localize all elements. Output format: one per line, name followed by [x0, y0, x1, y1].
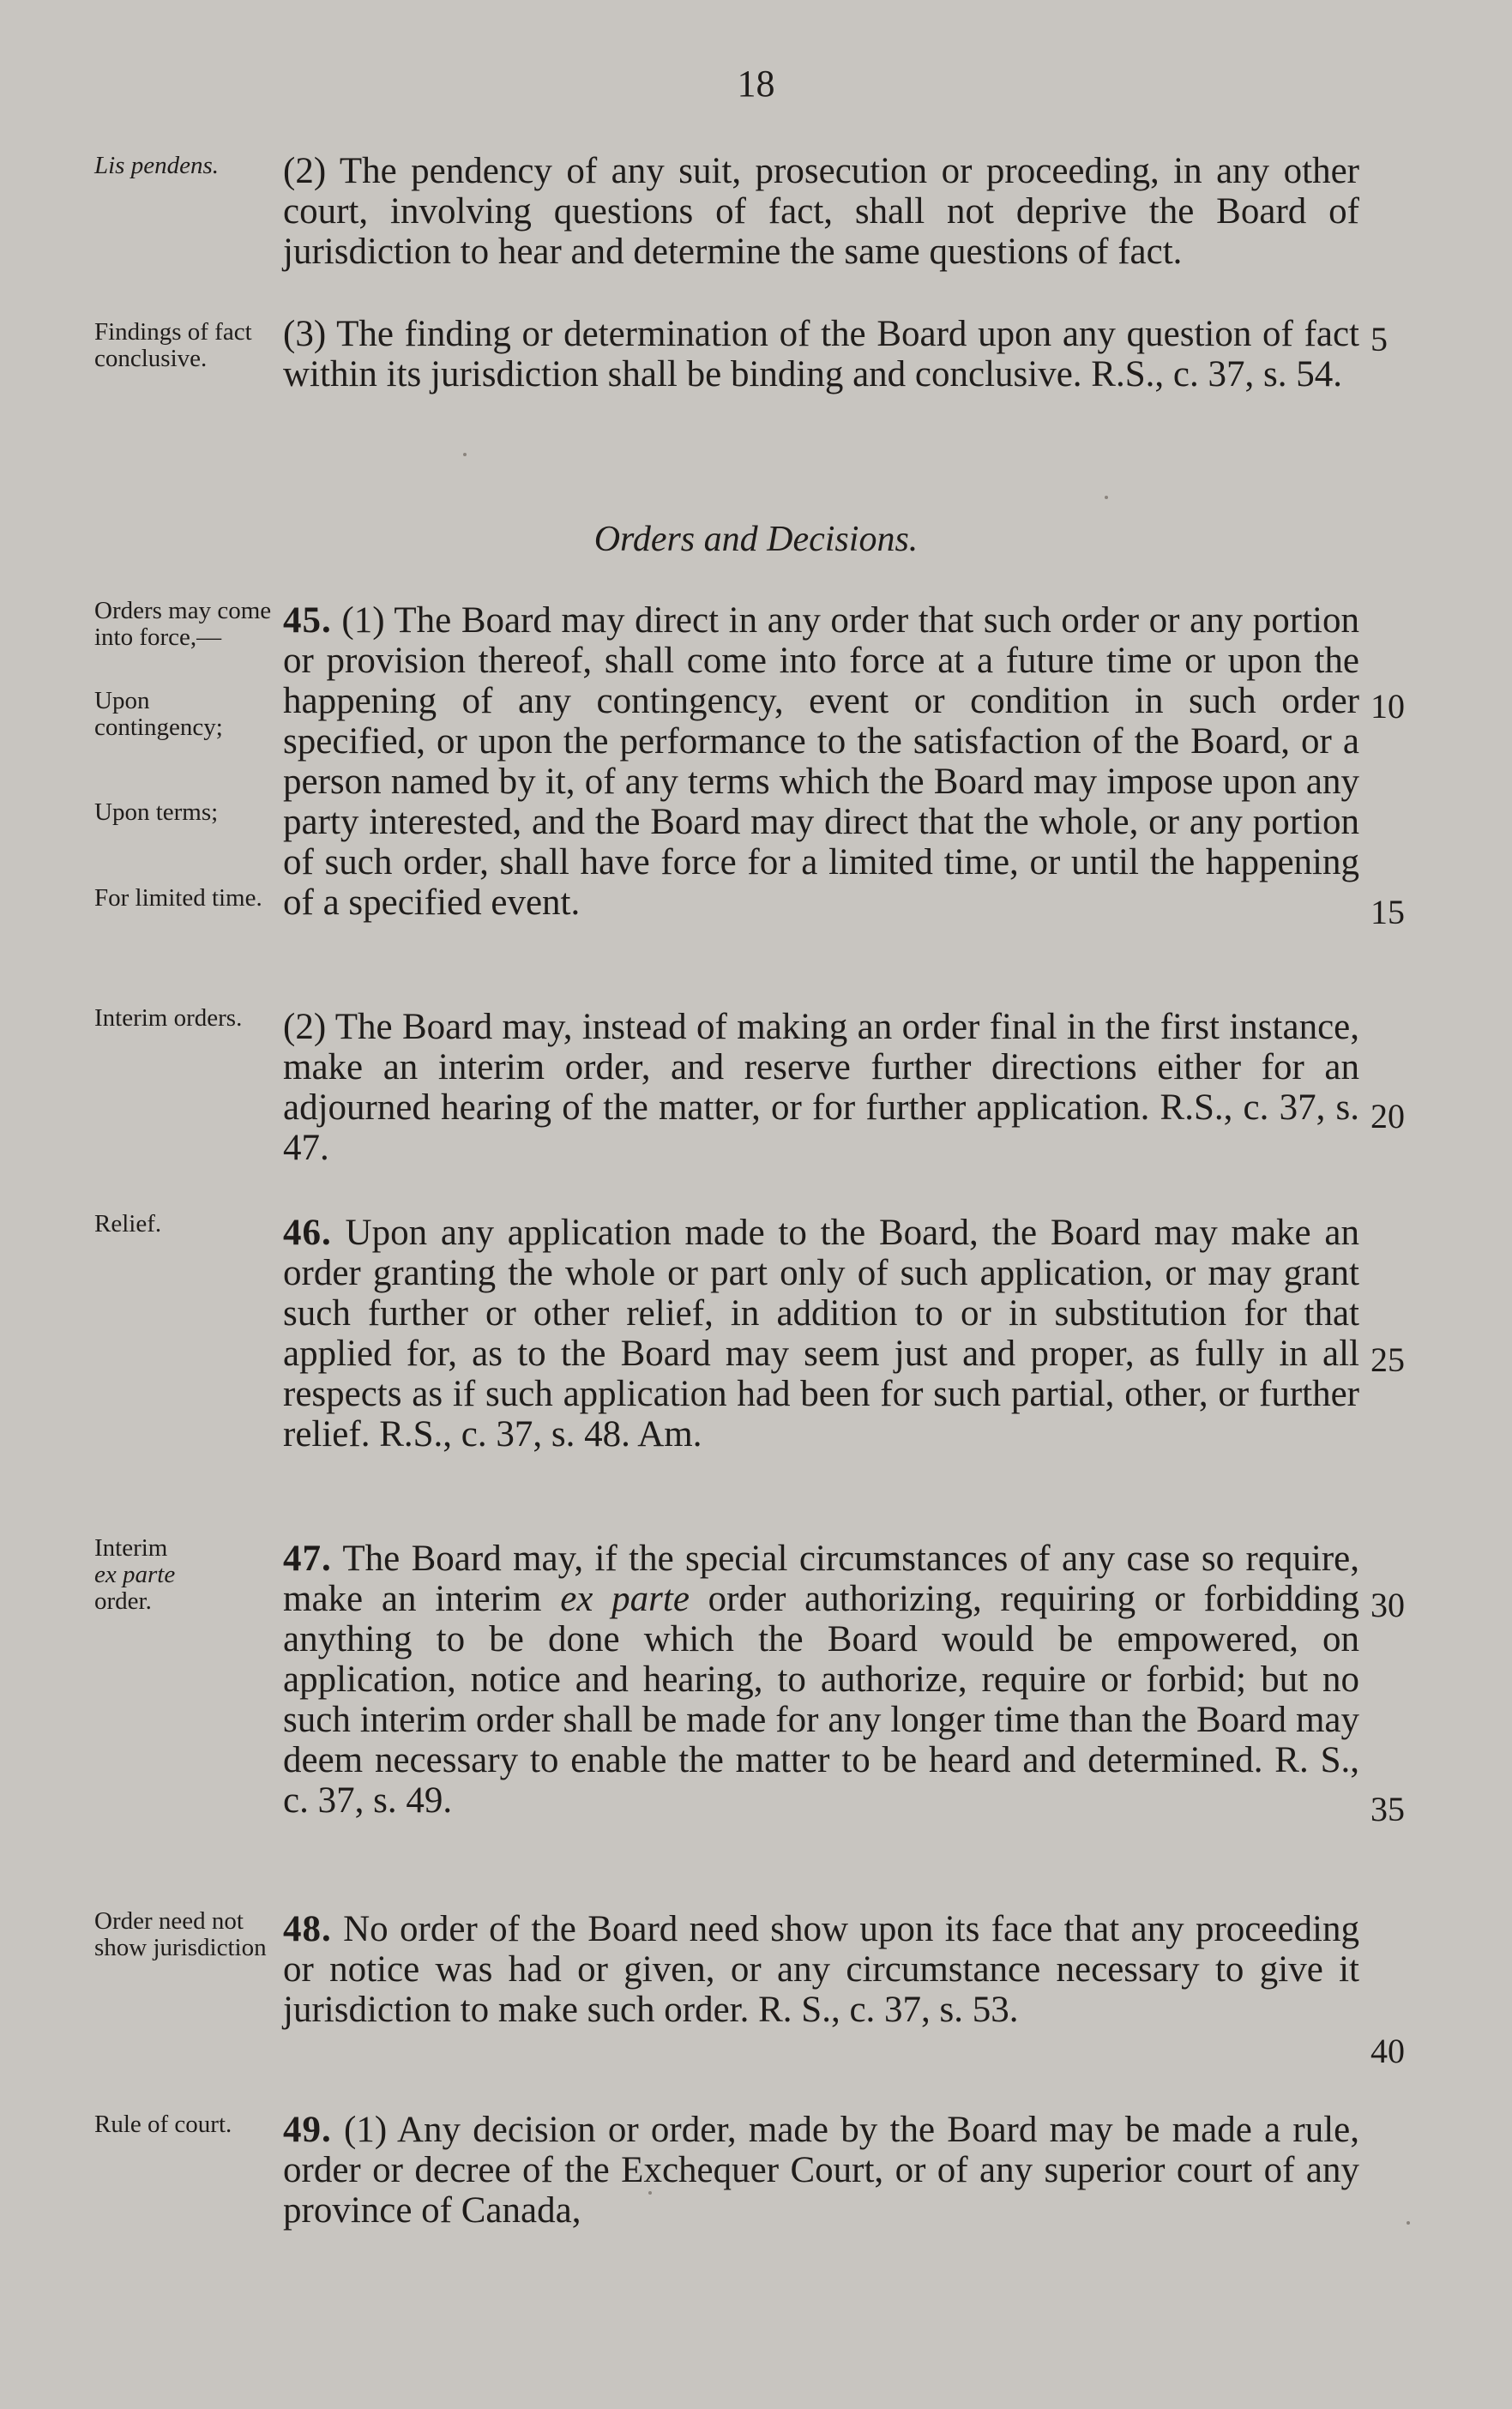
line-number-10: 10 — [1370, 687, 1405, 726]
section-number-46: 46. — [283, 1213, 332, 1253]
margin-note-rule-of-court: Rule of court. — [94, 2111, 232, 2138]
paper-speck — [1407, 2221, 1410, 2225]
line-number-20: 20 — [1370, 1097, 1405, 1135]
margin-note-interim-orders: Interim orders. — [94, 1004, 243, 1032]
paragraph-45-2: (2) The Board may, instead of making an order final in the first instance, make an interim order, and reserve further directions either for an adjourned hearing of the matter, or for further application. R.S., c. 37, s. 47. — [283, 1007, 1359, 1168]
paragraph-44-2: (2) The pendency of any suit, prosecution or proceeding, in any other court, involving questions of fact, shall not deprive the Board of jurisdiction to hear and determine the same questions of fact. — [283, 151, 1359, 272]
line-number-15: 15 — [1370, 893, 1405, 931]
margin-note-orders-force: Orders may come into force,— — [94, 597, 272, 651]
margin-note-upon-contingency: Upon contingency; — [94, 687, 223, 741]
margin-note-relief: Relief. — [94, 1210, 162, 1238]
paper-speck — [648, 2191, 652, 2195]
margin-note-interim-ex-parte: Interim ex parte order. — [94, 1534, 176, 1615]
margin-note-limited-time: For limited time. — [94, 884, 262, 912]
paper-speck — [463, 453, 467, 456]
section-number-45: 45. — [283, 600, 332, 641]
margin-note-order-need-not: Order need not show jurisdiction — [94, 1907, 267, 1961]
paragraph-47: 47. The Board may, if the special circumstances of any case so require, make an interim ex parte order authorizing, requiring or forbidding anything to be done which the Board would be empowered, on application, notice and hearing, to authorize, require or forbid; but no such interim order shall be made for any longer time than the Board may deem necessary to enable the matter to be heard and determined. R. S., c. 37, s. 49. — [283, 1539, 1360, 1821]
section-number-49: 49. — [283, 2110, 332, 2150]
margin-note-lis-pendens: Lis pendens. — [94, 152, 219, 179]
line-number-25: 25 — [1370, 1340, 1405, 1379]
page-number: 18 — [737, 63, 775, 105]
paragraph-44-3: (3) The finding or determination of the Board upon any question of fact within its jurisdiction shall be binding and conclusive. R.S., c. 37, s. 54. — [283, 314, 1359, 394]
section-number-48: 48. — [283, 1909, 332, 1949]
paragraph-45-1: 45. (1) The Board may direct in any order that such order or any portion or provision thereof, shall come into force at a future time or upon the happening of any contingency, event or condition in such order specified, or upon the performance to the satisfaction of the Board, or a person named by it, of any terms which the Board may impose upon any party interested, and the Board may direct that the whole, or any portion of such order, shall have force for a limited time, or until the happening of a specified event. — [283, 600, 1359, 923]
line-number-40: 40 — [1370, 2032, 1405, 2070]
margin-note-upon-terms: Upon terms; — [94, 798, 219, 826]
section-heading: Orders and Decisions. — [593, 520, 919, 559]
line-number-30: 30 — [1370, 1586, 1405, 1624]
paragraph-48: 48. No order of the Board need show upon its face that any proceeding or notice was had or given, or any circumstance necessary to give it jurisdiction to make such order. R. S., c. 37, s. 53. — [283, 1909, 1360, 2030]
paper-speck — [1105, 496, 1108, 499]
paragraph-46: 46. Upon any application made to the Board, the Board may make an order granting the whole or part only of such application, or may grant such further or other relief, in addition to or in substitution for that applied for, as to the Board may seem just and proper, as fully in all respects as if such application had been for such partial, other, or further relief. R.S., c. 37, s. 48. Am. — [283, 1213, 1360, 1454]
line-number-35: 35 — [1370, 1790, 1405, 1828]
margin-note-findings: Findings of fact conclusive. — [94, 318, 252, 372]
section-number-47: 47. — [283, 1539, 332, 1579]
paragraph-49: 49. (1) Any decision or order, made by the Board may be made a rule, order or decree of the Exchequer Court, or of any superior court of any province of Canada, — [283, 2110, 1359, 2231]
line-number-5: 5 — [1370, 320, 1388, 358]
